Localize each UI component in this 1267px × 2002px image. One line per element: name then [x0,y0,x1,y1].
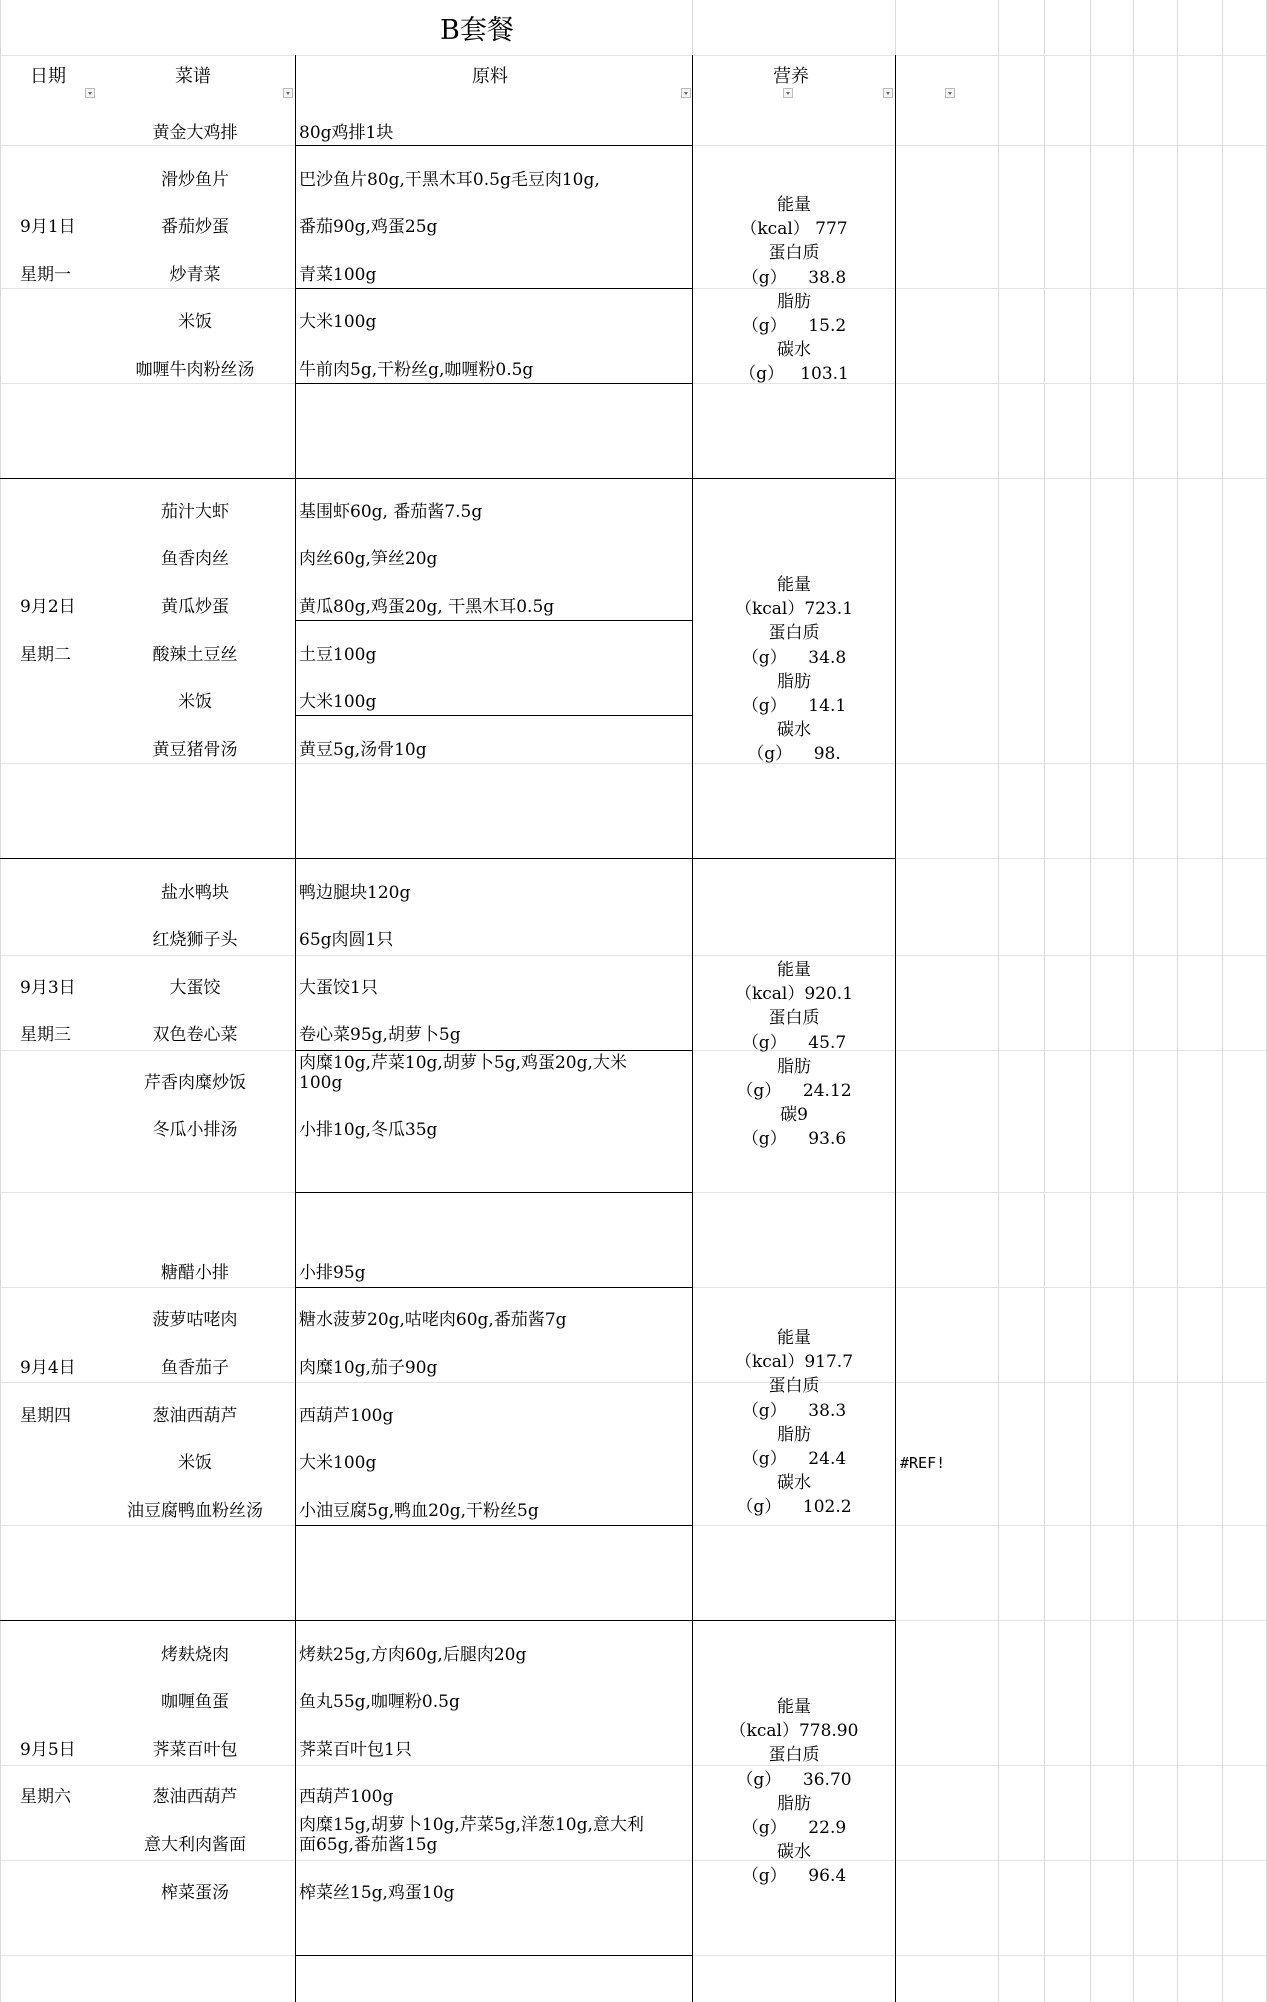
dish-name: 芹香肉糜炒饭 [144,1073,246,1093]
dish-name: 盐水鸭块 [161,883,229,903]
nutrition-line: 碳水 [777,1473,811,1494]
ingredient-text: 鸭边腿块120g [299,883,411,903]
nutrition-line: 蛋白质 [768,623,820,644]
dish-name: 油豆腐鸭血粉丝汤 [127,1501,263,1521]
header-dish: 菜谱 [175,66,211,87]
ingredient-text: 大米100g [299,1453,377,1473]
dish-name: 黄金大鸡排 [152,123,238,143]
nutrition-line: （g） 22.9 [741,1818,847,1838]
dish-name: 大蛋饺 [169,978,221,998]
nutrition-line: 蛋白质 [768,243,820,264]
nutrition-line: （g） 102.2 [736,1497,852,1518]
nutrition-line: 碳水 [777,1842,811,1863]
ingredient-text: 巴沙鱼片80g,干黑木耳0.5g毛豆肉10g, [299,170,600,190]
dish-name: 榨菜蛋汤 [161,1883,229,1903]
nutrition-line: （kcal）778.90 [729,1721,859,1742]
ingredient-text: 小排95g [299,1263,366,1283]
dish-name: 黄瓜炒蛋 [161,597,229,617]
ingredient-text: 卷心菜95g,胡萝卜5g [299,1025,461,1045]
filter-dropdown-nutrition[interactable] [783,88,793,98]
dish-name: 咖喱牛肉粉丝汤 [135,360,255,380]
dish-name: 鱼香肉丝 [161,549,229,569]
nutrition-line: 碳水 [777,720,811,741]
ingredient-text: 100g [299,1073,343,1093]
nutrition-line: （g） 98. [747,744,841,765]
ingredient-text: 基围虾60g, 番茄酱7.5g [299,502,483,522]
dish-name: 黄豆猪骨汤 [152,740,238,760]
ingredient-text: 肉糜15g,胡萝卜10g,芹菜5g,洋葱10g,意大利 [299,1815,644,1835]
ingredient-text: 糖水菠萝20g,咕咾肉60g,番茄酱7g [299,1310,567,1330]
nutrition-line: 脂肪 [777,1056,811,1077]
dish-name: 意大利肉酱面 [144,1835,246,1855]
nutrition-line: 蛋白质 [768,1376,820,1397]
dish-name: 荠菜百叶包 [152,1740,238,1760]
nutrition-line: 脂肪 [777,1793,811,1814]
ingredient-text: 小排10g,冬瓜35g [299,1120,438,1140]
nutrition-line: 能量 [777,195,811,215]
nutrition-line: （g） 38.3 [741,1400,847,1421]
dish-name: 米饭 [178,1453,212,1473]
dish-name: 滑炒鱼片 [161,170,229,190]
nutrition-line: 脂肪 [777,671,811,692]
ingredient-text: 牛前肉5g,干粉丝g,咖喱粉0.5g [299,360,534,380]
dish-name: 葱油西葫芦 [152,1787,238,1807]
nutrition-line: 能量 [777,960,811,980]
dish-name: 番茄炒蛋 [161,217,229,237]
filter-dropdown-col5[interactable] [883,88,893,98]
nutrition-line: （g） 24.12 [736,1081,852,1101]
ingredient-text: 黄豆5g,汤骨10g [299,740,427,760]
ingredient-text: 肉丝60g,笋丝20g [299,549,438,569]
nutrition-line: （kcal）920.1 [734,984,854,1005]
nutrition-line: （g） 34.8 [741,647,847,668]
filter-dropdown-dish[interactable] [283,88,293,98]
dish-name: 鱼香茄子 [161,1358,229,1378]
dish-name: 炒青菜 [169,265,221,285]
sheet-title: B套餐 [440,15,514,46]
nutrition-line: （g） 45.7 [741,1032,847,1053]
nutrition-line: （g） 96.4 [741,1866,847,1887]
date-cell: 9月5日 [20,1740,76,1760]
nutrition-line: （g） 36.70 [736,1769,852,1790]
dish-name: 酸辣土豆丝 [152,645,238,665]
weekday-cell: 星期四 [20,1406,71,1426]
weekday-cell: 星期六 [20,1787,71,1807]
dish-name: 米饭 [178,692,212,712]
error-cell: #REF! [900,1454,946,1472]
dish-name: 米饭 [178,312,212,332]
filter-dropdown-col6[interactable] [945,88,955,98]
ingredient-text: 榨菜丝15g,鸡蛋10g [299,1883,455,1903]
ingredient-text: 面65g,番茄酱15g [299,1835,438,1855]
nutrition-line: （g） 15.2 [741,316,847,336]
nutrition-line: 脂肪 [777,291,811,312]
nutrition-line: 脂肪 [777,1424,811,1445]
weekday-cell: 星期二 [20,645,71,665]
nutrition-line: （kcal） 777 [740,219,848,240]
nutrition-line: 能量 [777,1697,811,1717]
date-cell: 9月4日 [20,1358,76,1378]
nutrition-line: 碳水 [777,340,811,361]
ingredient-text: 80g鸡排1块 [299,123,394,143]
header-ingredients: 原料 [472,66,508,87]
ingredient-text: 黄瓜80g,鸡蛋20g, 干黑木耳0.5g [299,597,555,617]
ingredient-text: 青菜100g [299,265,377,285]
ingredient-text: 小油豆腐5g,鸭血20g,干粉丝5g [299,1501,539,1521]
nutrition-line: （g） 93.6 [741,1129,847,1150]
header-date: 日期 [30,66,66,87]
ingredient-text: 荠菜百叶包1只 [299,1740,412,1760]
ingredient-text: 肉糜10g,芹菜10g,胡萝卜5g,鸡蛋20g,大米 [299,1053,627,1073]
dish-name: 冬瓜小排汤 [152,1120,238,1140]
filter-dropdown-ingredients[interactable] [681,88,691,98]
ingredient-text: 大蛋饺1只 [299,978,378,998]
nutrition-line: 能量 [777,1328,811,1348]
nutrition-line: 碳9 [780,1105,808,1126]
nutrition-line: （g） 38.8 [741,267,847,288]
dish-name: 葱油西葫芦 [152,1406,238,1426]
dish-name: 茄汁大虾 [161,502,229,522]
ingredient-text: 土豆100g [299,645,377,665]
dish-name: 咖喱鱼蛋 [161,1692,229,1712]
ingredient-text: 西葫芦100g [299,1787,394,1807]
ingredient-text: 西葫芦100g [299,1406,394,1426]
dish-name: 烤麸烧肉 [161,1645,229,1665]
dish-name: 双色卷心菜 [152,1025,238,1045]
ingredient-text: 烤麸25g,方肉60g,后腿肉20g [299,1645,527,1665]
nutrition-line: （g） 24.4 [741,1449,847,1469]
nutrition-line: （kcal）723.1 [734,599,854,620]
date-cell: 9月3日 [20,978,76,998]
ingredient-text: 鱼丸55g,咖喱粉0.5g [299,1692,460,1712]
ingredient-text: 大米100g [299,692,377,712]
weekday-cell: 星期一 [20,265,71,285]
nutrition-line: 蛋白质 [768,1745,820,1766]
weekday-cell: 星期三 [20,1025,71,1045]
dish-name: 糖醋小排 [161,1263,229,1283]
nutrition-line: 能量 [777,575,811,595]
date-cell: 9月1日 [20,217,76,237]
ingredient-text: 65g肉圆1只 [299,930,394,950]
dish-name: 菠萝咕咾肉 [152,1310,238,1330]
filter-dropdown-date[interactable] [85,88,95,98]
nutrition-line: （kcal）917.7 [734,1352,854,1373]
ingredient-text: 番茄90g,鸡蛋25g [299,217,438,237]
nutrition-line: 蛋白质 [768,1008,820,1029]
dish-name: 红烧狮子头 [152,930,238,950]
nutrition-line: （g） 103.1 [739,364,849,385]
ingredient-text: 肉糜10g,茄子90g [299,1358,438,1378]
date-cell: 9月2日 [20,597,76,617]
ingredient-text: 大米100g [299,312,377,332]
nutrition-line: （g） 14.1 [741,696,847,716]
header-nutrition: 营养 [773,66,809,87]
